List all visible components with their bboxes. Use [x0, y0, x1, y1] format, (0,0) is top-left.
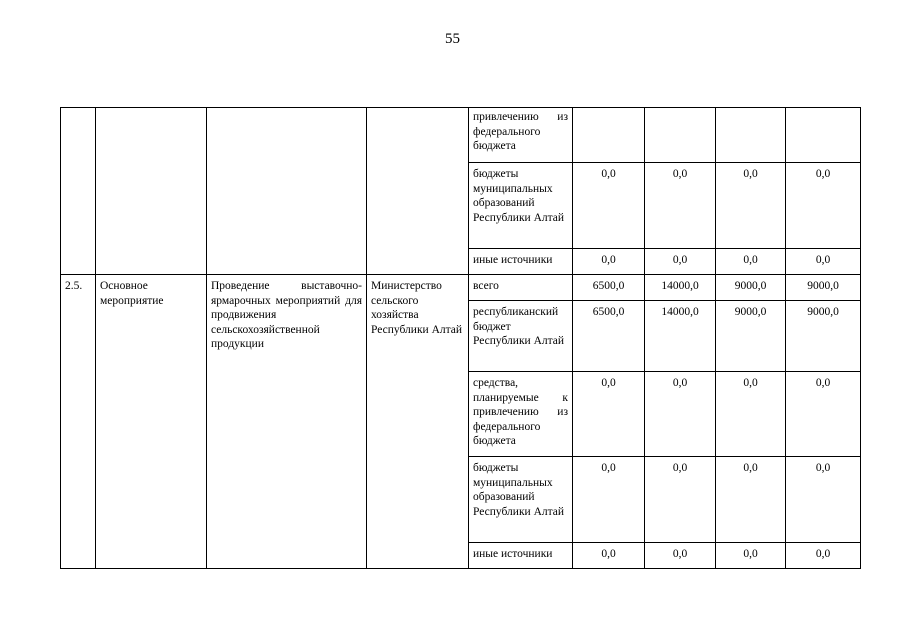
value-cell: 0,0: [645, 163, 716, 249]
table-row: [61, 275, 861, 301]
empty-name-cell: [96, 108, 207, 275]
funding-source-cell: иные источники: [469, 543, 573, 569]
value-cell: 0,0: [573, 163, 645, 249]
value-cell: 0,0: [645, 543, 716, 569]
value-cell: 0,0: [716, 163, 786, 249]
value-cell: 0,0: [716, 372, 786, 457]
item-executor-cell: Министерство сельского хозяйства Республики Алтай: [367, 275, 469, 569]
value-cell: 0,0: [573, 543, 645, 569]
value-cell: 6500,0: [573, 275, 645, 301]
value-cell: [573, 108, 645, 163]
value-cell: 0,0: [716, 249, 786, 275]
value-cell: 9000,0: [716, 275, 786, 301]
item-number-cell: 2.5.: [61, 275, 96, 569]
funding-source-cell: республиканский бюджет Республики Алтай: [469, 301, 573, 372]
value-cell: 0,0: [573, 457, 645, 543]
value-cell: 14000,0: [645, 275, 716, 301]
value-cell: 14000,0: [645, 301, 716, 372]
funding-source-cell: средства, планируемые к привлечению из федерального бюджета: [469, 372, 573, 457]
table-row: [61, 108, 861, 163]
funding-source-cell: всего: [469, 275, 573, 301]
value-cell: 0,0: [573, 372, 645, 457]
funding-source-cell: бюджеты муниципальных образований Республики Алтай: [469, 457, 573, 543]
value-cell: 9000,0: [786, 275, 861, 301]
item-name-cell: Основное мероприятие: [96, 275, 207, 569]
value-cell: 0,0: [786, 457, 861, 543]
value-cell: 9000,0: [786, 301, 861, 372]
value-cell: 0,0: [716, 457, 786, 543]
value-cell: 0,0: [645, 457, 716, 543]
empty-number-cell: [61, 108, 96, 275]
value-cell: 0,0: [716, 543, 786, 569]
funding-source-cell: иные источники: [469, 249, 573, 275]
empty-description-cell: [207, 108, 367, 275]
value-cell: 0,0: [645, 249, 716, 275]
value-cell: 0,0: [573, 249, 645, 275]
value-cell: 0,0: [786, 249, 861, 275]
value-cell: 0,0: [786, 372, 861, 457]
item-description-cell: Проведение выставочно-ярмарочных мероприятий для продвижения сельскохозяйственной продукции: [207, 275, 367, 569]
value-cell: 9000,0: [716, 301, 786, 372]
funding-source-cell: бюджеты муниципальных образований Республики Алтай: [469, 163, 573, 249]
value-cell: [786, 108, 861, 163]
funding-source-cell: привлечению из федерального бюджета: [469, 108, 573, 163]
funding-table: [60, 107, 861, 569]
value-cell: 0,0: [786, 543, 861, 569]
page-number: 55: [445, 31, 460, 47]
value-cell: 6500,0: [573, 301, 645, 372]
value-cell: 0,0: [786, 163, 861, 249]
value-cell: 0,0: [645, 372, 716, 457]
value-cell: [716, 108, 786, 163]
empty-executor-cell: [367, 108, 469, 275]
value-cell: [645, 108, 716, 163]
